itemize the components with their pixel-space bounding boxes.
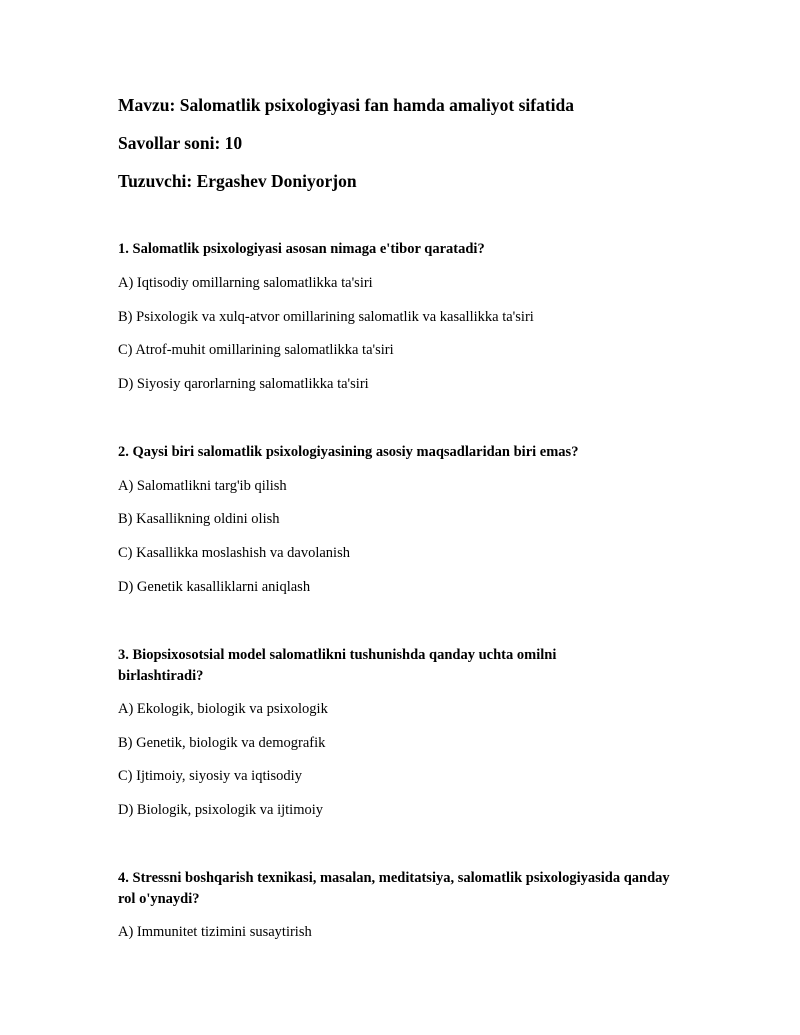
question-2: 2. Qaysi biri salomatlik psixologiyasining asosiy maqsadlaridan biri emas? [118, 444, 579, 460]
topic-heading: Mavzu: Salomatlik psixologiyasi fan hamda amaliyot sifatida [118, 95, 575, 115]
question-1-option-b: B) Psixologik va xulq-atvor omillarining salomatlik va kasallikka ta'siri [118, 309, 534, 325]
question-3: 3. Biopsixosotsial model salomatlikni tushunishda qanday uchta omilni birlashtiradi? [118, 647, 557, 684]
question-3-option-a: A) Ekologik, biologik va psixologik [118, 701, 328, 717]
question-4: 4. Stressni boshqarish texnikasi, masalan, meditatsiya, salomatlik psixologiyasida qanday rol o'ynaydi? [118, 870, 670, 907]
question-3-option-b: B) Genetik, biologik va demografik [118, 735, 326, 751]
question-count-heading: Savollar soni: 10 [118, 133, 243, 153]
author-heading: Tuzuvchi: Ergashev Doniyorjon [118, 171, 357, 191]
question-1-option-c: C) Atrof-muhit omillarining salomatlikka ta'siri [118, 342, 394, 358]
question-2-option-b: B) Kasallikning oldini olish [118, 511, 280, 527]
question-1-option-d: D) Siyosiy qarorlarning salomatlikka ta'siri [118, 376, 369, 392]
question-4-option-a: A) Immunitet tizimini susaytirish [118, 924, 312, 940]
question-2-option-c: C) Kasallikka moslashish va davolanish [118, 545, 350, 561]
question-2-option-a: A) Salomatlikni targ'ib qilish [118, 478, 287, 494]
question-1-option-a: A) Iqtisodiy omillarning salomatlikka ta'siri [118, 275, 373, 291]
question-2-option-d: D) Genetik kasalliklarni aniqlash [118, 579, 311, 595]
question-1: 1. Salomatlik psixologiyasi asosan nimaga e'tibor qaratadi? [118, 241, 485, 257]
question-3-option-d: D) Biologik, psixologik va ijtimoiy [118, 802, 324, 818]
question-3-option-c: C) Ijtimoiy, siyosiy va iqtisodiy [118, 768, 302, 784]
